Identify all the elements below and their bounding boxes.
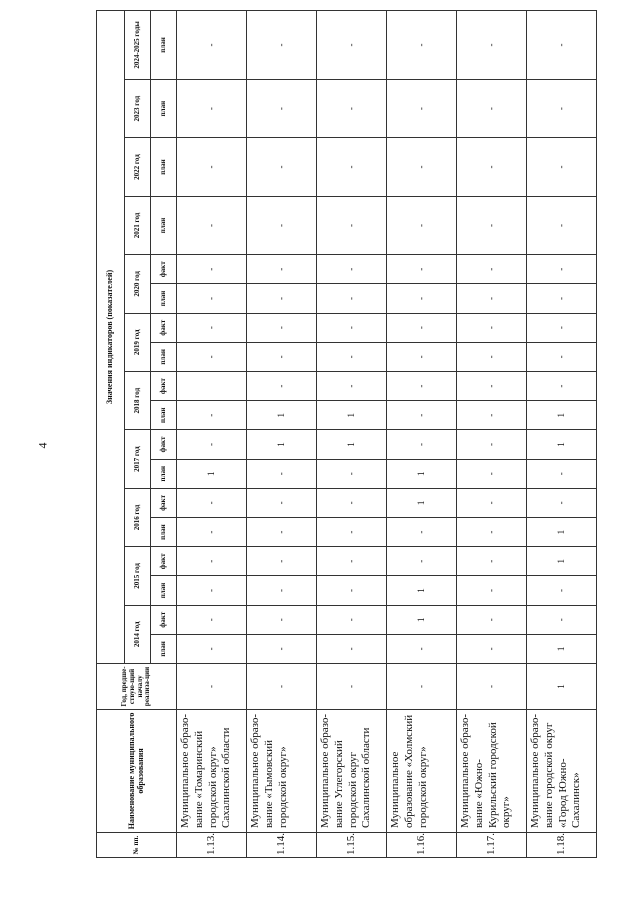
indicator-value: 1 <box>177 459 247 488</box>
indicator-value: - <box>457 459 527 488</box>
header-name: Наименование муниципального образования <box>97 709 177 832</box>
header-num: № пп. <box>97 832 177 857</box>
header-plan: план <box>151 138 177 196</box>
table-row <box>317 11 387 858</box>
indicator-value: - <box>177 196 247 254</box>
indicator-value: - <box>457 517 527 546</box>
municipality-name: Муниципальное образо-вание городской округ «Город Южно-Сахалинск» <box>527 709 597 832</box>
indicator-value: - <box>317 79 387 137</box>
indicator-value: - <box>247 371 317 400</box>
table-row <box>177 11 247 858</box>
header-fact: факт <box>151 488 177 517</box>
indicator-value: - <box>527 313 597 342</box>
header-fact: факт <box>151 255 177 284</box>
indicator-value: - <box>177 401 247 430</box>
indicator-value: - <box>527 576 597 605</box>
indicator-value: - <box>527 196 597 254</box>
header-plan: план <box>151 196 177 254</box>
indicator-value: - <box>527 138 597 196</box>
header-year-2017: 2017 год <box>125 430 151 488</box>
indicator-value: - <box>247 634 317 663</box>
indicator-value: - <box>387 371 457 400</box>
indicator-value: - <box>527 371 597 400</box>
indicator-value: - <box>387 11 457 80</box>
indicator-value: - <box>177 430 247 459</box>
row-number: 1.13. <box>177 832 247 857</box>
prior-year-value: - <box>317 664 387 710</box>
header-year-2022: 2022 год <box>125 138 151 196</box>
indicator-value: - <box>177 517 247 546</box>
prior-year-value: - <box>247 664 317 710</box>
indicator-value: - <box>247 342 317 371</box>
indicator-value: - <box>457 371 527 400</box>
indicator-value: - <box>387 517 457 546</box>
indicator-value: - <box>457 401 527 430</box>
indicator-value: - <box>247 605 317 634</box>
indicator-value: - <box>387 284 457 313</box>
indicators-table <box>96 10 597 858</box>
prior-year-value: - <box>387 664 457 710</box>
indicator-value: - <box>317 517 387 546</box>
indicator-value: - <box>457 576 527 605</box>
indicator-value: - <box>457 11 527 80</box>
header-year-2014: 2014 год <box>125 605 151 663</box>
header-plan: план <box>151 79 177 137</box>
prior-year-value: - <box>457 664 527 710</box>
indicator-value: - <box>247 517 317 546</box>
indicator-value: 1 <box>387 459 457 488</box>
indicator-value: - <box>387 401 457 430</box>
indicator-value: 1 <box>527 547 597 576</box>
header-fact: факт <box>151 430 177 459</box>
indicator-value: - <box>457 313 527 342</box>
indicator-value: 1 <box>317 430 387 459</box>
indicator-value: - <box>247 196 317 254</box>
indicator-value: - <box>387 138 457 196</box>
header-year-2024-2025: 2024-2025 годы <box>125 11 151 80</box>
indicator-value: - <box>177 11 247 80</box>
indicator-value: - <box>387 79 457 137</box>
indicator-value <box>177 371 247 400</box>
indicator-value: - <box>317 634 387 663</box>
indicator-value: - <box>317 255 387 284</box>
prior-year-value: 1 <box>527 664 597 710</box>
header-year-2018: 2018 год <box>125 371 151 429</box>
row-number: 1.17. <box>457 832 527 857</box>
indicator-value: 1 <box>387 576 457 605</box>
municipality-name: Муниципальное образо-вание Углегорский городской округ Сахалинской области <box>317 709 387 832</box>
indicator-value: 1 <box>527 430 597 459</box>
indicator-value: - <box>527 284 597 313</box>
indicator-value: - <box>247 459 317 488</box>
indicator-value: - <box>317 284 387 313</box>
indicator-value: - <box>457 342 527 371</box>
indicator-value: - <box>457 488 527 517</box>
row-number: 1.16. <box>387 832 457 857</box>
indicator-value: - <box>317 196 387 254</box>
header-plan: план <box>151 401 177 430</box>
row-number: 1.15. <box>317 832 387 857</box>
header-year-2019: 2019 год <box>125 313 151 371</box>
table-row <box>247 11 317 858</box>
header-indicators: Значения индикаторов (показателей) <box>97 11 125 664</box>
indicator-value: - <box>387 313 457 342</box>
indicator-value: - <box>457 79 527 137</box>
row-number: 1.14. <box>247 832 317 857</box>
indicator-value: - <box>177 634 247 663</box>
indicator-value: - <box>177 342 247 371</box>
indicator-value: 1 <box>527 634 597 663</box>
indicator-value: 1 <box>317 401 387 430</box>
indicator-value: - <box>247 284 317 313</box>
indicator-value: - <box>387 255 457 284</box>
municipality-name: Муниципальное образо-вание «Томаринский городской округ» Сахалинской области <box>177 709 247 832</box>
indicator-value: - <box>247 313 317 342</box>
indicator-value: - <box>317 342 387 371</box>
indicator-value: - <box>177 605 247 634</box>
indicator-value: - <box>457 547 527 576</box>
indicator-value: - <box>387 196 457 254</box>
indicator-value: - <box>527 342 597 371</box>
header-year-2016: 2016 год <box>125 488 151 546</box>
header-year-2020: 2020 год <box>125 255 151 313</box>
rotated-table-frame <box>96 10 596 858</box>
indicator-value: - <box>457 138 527 196</box>
indicator-value: - <box>317 313 387 342</box>
table-row <box>387 11 457 858</box>
indicator-value: - <box>387 547 457 576</box>
indicator-value: - <box>457 255 527 284</box>
header-year-2023: 2023 год <box>125 79 151 137</box>
indicator-value: - <box>177 79 247 137</box>
indicator-value: - <box>457 605 527 634</box>
table-row <box>457 11 527 858</box>
indicator-value: - <box>387 430 457 459</box>
indicator-value: - <box>247 138 317 196</box>
indicator-value: - <box>317 138 387 196</box>
header-fact: факт <box>151 371 177 400</box>
table-row <box>527 11 597 858</box>
municipality-name: Муниципальное образо-вание «Тымовский городской округ» <box>247 709 317 832</box>
indicator-value: - <box>317 459 387 488</box>
header-plan: план <box>151 517 177 546</box>
indicator-value: 1 <box>527 401 597 430</box>
indicator-value: - <box>177 138 247 196</box>
header-plan: план <box>151 284 177 313</box>
indicator-value: - <box>177 255 247 284</box>
indicator-value: - <box>317 547 387 576</box>
row-number: 1.18. <box>527 832 597 857</box>
indicator-value: - <box>457 430 527 459</box>
header-year: Год, предше-ствую-щий началу реализа-ции <box>97 664 177 710</box>
header-plan: план <box>151 634 177 663</box>
header-year-2021: 2021 год <box>125 196 151 254</box>
header-plan: план <box>151 342 177 371</box>
indicator-value: - <box>247 11 317 80</box>
header-year-2015: 2015 год <box>125 547 151 605</box>
header-plan: план <box>151 459 177 488</box>
indicator-value: 1 <box>247 430 317 459</box>
indicator-value: - <box>177 576 247 605</box>
indicator-value: - <box>527 79 597 137</box>
header-fact: факт <box>151 605 177 634</box>
indicator-value: 1 <box>527 517 597 546</box>
header-plan: план <box>151 576 177 605</box>
indicator-value: - <box>527 488 597 517</box>
indicator-value: - <box>387 634 457 663</box>
indicator-value: - <box>247 488 317 517</box>
indicator-value: 1 <box>247 401 317 430</box>
indicator-value: - <box>247 79 317 137</box>
indicator-value: - <box>527 255 597 284</box>
indicator-value: - <box>177 313 247 342</box>
indicator-value: - <box>247 255 317 284</box>
municipality-name: Муниципальное образо-вание «Южно-Курильский городской округ» <box>457 709 527 832</box>
indicator-value: 1 <box>387 605 457 634</box>
indicator-value: - <box>457 196 527 254</box>
indicator-value: - <box>387 342 457 371</box>
indicator-value: - <box>527 459 597 488</box>
indicator-value: - <box>457 284 527 313</box>
indicator-value: - <box>457 634 527 663</box>
indicator-value: - <box>317 605 387 634</box>
header-plan: план <box>151 11 177 80</box>
indicator-value: - <box>247 547 317 576</box>
prior-year-value: - <box>177 664 247 710</box>
indicator-value: - <box>317 576 387 605</box>
indicator-value: - <box>527 605 597 634</box>
page-number: 4 <box>35 442 50 449</box>
indicator-value: - <box>247 576 317 605</box>
header-fact: факт <box>151 547 177 576</box>
indicator-value: - <box>317 488 387 517</box>
indicator-value: - <box>177 547 247 576</box>
indicator-value: 1 <box>387 488 457 517</box>
indicator-value: - <box>177 488 247 517</box>
indicator-value: - <box>317 11 387 80</box>
indicator-value: - <box>527 11 597 80</box>
indicator-value: - <box>317 371 387 400</box>
indicator-value: - <box>177 284 247 313</box>
header-fact: факт <box>151 313 177 342</box>
municipality-name: Муниципальное образование «Холмский городской округ» <box>387 709 457 832</box>
